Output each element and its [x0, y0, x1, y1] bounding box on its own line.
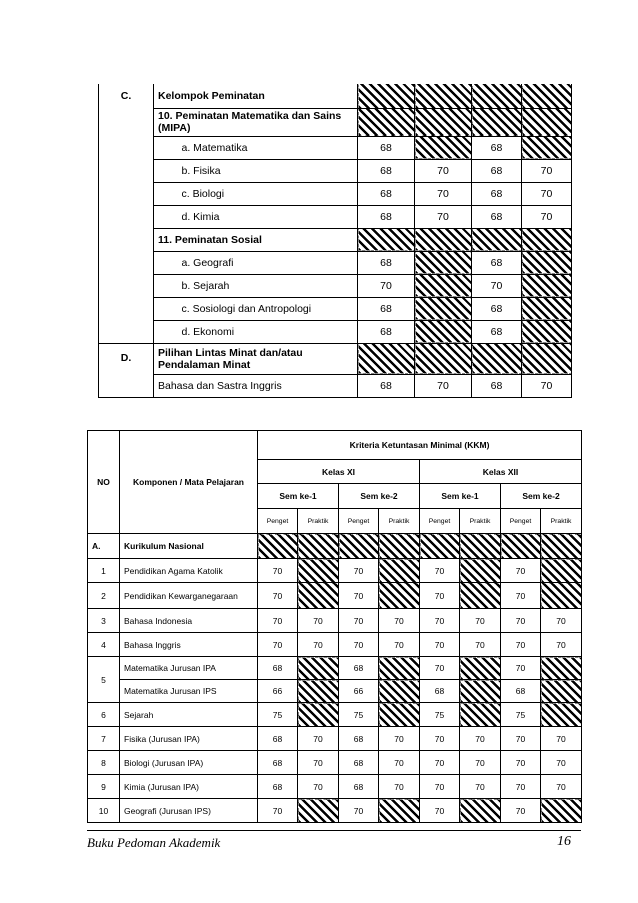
hatched-cell [379, 559, 420, 583]
sosial-row [99, 251, 572, 274]
value-cell: 70 [415, 374, 472, 397]
kkm-value: 70 [541, 751, 582, 775]
kkm-value: 70 [501, 799, 541, 823]
kkm-row [88, 775, 582, 799]
subject-name: Pendidikan Kewarganegaraan [120, 583, 258, 609]
hatched-cell [415, 274, 472, 297]
kkm-value: 70 [258, 799, 298, 823]
hatched-cell [522, 251, 572, 274]
subject-label: b. Sejarah [178, 274, 358, 297]
subject-label: d. Ekonomi [178, 320, 358, 343]
kkm-value: 68 [339, 751, 379, 775]
kkm-row [88, 583, 582, 609]
subject-name: Kimia (Jurusan IPA) [120, 775, 258, 799]
hatched-cell [358, 84, 415, 108]
hatched-cell [541, 680, 582, 703]
kkm-value: 70 [501, 775, 541, 799]
subject-name: Matematika Jurusan IPS [120, 680, 258, 703]
kkm-row [88, 680, 582, 703]
kkm-value: 70 [258, 633, 298, 657]
section-a-title: Kurikulum Nasional [120, 534, 258, 559]
kkm-value: 70 [501, 559, 541, 583]
kkm-row [88, 609, 582, 633]
kkm-value: 70 [420, 657, 460, 680]
kkm-value: 70 [298, 751, 339, 775]
hatched-cell [415, 251, 472, 274]
penget-header: Penget [339, 509, 379, 534]
hatched-cell [460, 703, 501, 727]
kkm-value: 70 [298, 727, 339, 751]
hatched-cell [522, 343, 572, 374]
row-number: 2 [88, 583, 120, 609]
value-cell: 68 [472, 205, 522, 228]
subject-name: Matematika Jurusan IPA [120, 657, 258, 680]
kkm-value: 70 [501, 751, 541, 775]
value-cell: 68 [472, 159, 522, 182]
kkm-value: 68 [258, 657, 298, 680]
subject-name: Fisika (Jurusan IPA) [120, 727, 258, 751]
hatched-cell [358, 108, 415, 136]
value-cell: 68 [472, 136, 522, 159]
hatched-cell [415, 108, 472, 136]
hatched-cell [379, 680, 420, 703]
kkm-value: 68 [258, 751, 298, 775]
kkm-value: 70 [339, 633, 379, 657]
sem1-header: Sem ke-1 [420, 484, 501, 509]
kkm-value: 70 [501, 633, 541, 657]
value-cell: 68 [358, 297, 415, 320]
penget-header: Penget [420, 509, 460, 534]
kkm-value: 70 [420, 751, 460, 775]
hatched-cell [460, 657, 501, 680]
kkm-value: 70 [420, 727, 460, 751]
hatched-cell [522, 136, 572, 159]
page-footer [87, 830, 581, 851]
kkm-value: 70 [501, 609, 541, 633]
kkm-value: 70 [541, 775, 582, 799]
row-number: 4 [88, 633, 120, 657]
hatched-cell [298, 583, 339, 609]
kkm-value: 68 [339, 775, 379, 799]
group-c-title: Kelompok Peminatan [154, 84, 358, 108]
kkm-value: 68 [258, 775, 298, 799]
kkm-value: 70 [541, 609, 582, 633]
row-number: 9 [88, 775, 120, 799]
value-cell: 68 [358, 320, 415, 343]
kkm-row [88, 633, 582, 657]
group-c-letter: C. [99, 84, 154, 343]
kkm-row [88, 703, 582, 727]
kkm-value: 68 [258, 727, 298, 751]
kkm-value: 70 [379, 727, 420, 751]
hatched-cell [472, 84, 522, 108]
value-cell: 68 [472, 251, 522, 274]
hatched-cell [298, 559, 339, 583]
kkm-value: 70 [379, 751, 420, 775]
mipa-title: 10. Peminatan Matematika dan Sains (MIPA) [154, 108, 358, 136]
hatched-cell [415, 297, 472, 320]
value-cell: 70 [522, 374, 572, 397]
penget-header: Penget [258, 509, 298, 534]
row-number: 1 [88, 559, 120, 583]
hatched-cell [379, 583, 420, 609]
hatched-cell [298, 680, 339, 703]
hatched-cell [379, 657, 420, 680]
value-cell: 68 [358, 136, 415, 159]
value-cell: 68 [358, 205, 415, 228]
hatched-cell [522, 320, 572, 343]
kkm-value: 70 [460, 633, 501, 657]
kkm-value: 70 [258, 583, 298, 609]
kkm-value: 70 [420, 583, 460, 609]
kkm-value: 75 [420, 703, 460, 727]
hatched-cell [472, 343, 522, 374]
value-cell: 70 [522, 159, 572, 182]
subject-name: Bahasa Inggris [120, 633, 258, 657]
kkm-value: 70 [339, 799, 379, 823]
kkm-value: 75 [339, 703, 379, 727]
row-number: 10 [88, 799, 120, 823]
hatched-cell [460, 583, 501, 609]
kkm-value: 70 [420, 609, 460, 633]
value-cell: 68 [358, 182, 415, 205]
group-d-letter: D. [99, 343, 154, 397]
hatched-cell [460, 559, 501, 583]
hatched-cell [298, 703, 339, 727]
praktik-header: Praktik [460, 509, 501, 534]
value-cell: 70 [522, 182, 572, 205]
kkm-value: 75 [501, 703, 541, 727]
hatched-cell [379, 799, 420, 823]
hatched-cell [415, 136, 472, 159]
footer-title: Buku Pedoman Akademik [87, 835, 221, 850]
kkm-value: 70 [460, 751, 501, 775]
kkm-value: 70 [298, 633, 339, 657]
lintas-minat-row [99, 374, 572, 397]
subject-label: a. Matematika [178, 136, 358, 159]
kkm-value: 66 [258, 680, 298, 703]
subject-label: c. Sosiologi dan Antropologi [178, 297, 358, 320]
value-cell: 68 [358, 251, 415, 274]
section-a-row [88, 534, 582, 559]
hatched-cell [415, 228, 472, 251]
value-cell: 70 [522, 205, 572, 228]
mipa-row [99, 182, 572, 205]
kkm-row [88, 559, 582, 583]
hatched-cell [472, 228, 522, 251]
kkm-value: 75 [258, 703, 298, 727]
kkm-value: 70 [379, 633, 420, 657]
peminatan-table [98, 84, 572, 398]
kkm-value: 70 [501, 727, 541, 751]
kkm-value: 70 [420, 775, 460, 799]
subject-label: c. Biologi [178, 182, 358, 205]
group-d-title: Pilihan Lintas Minat dan/atau Pendalaman Minat [154, 343, 358, 374]
value-cell: 70 [415, 205, 472, 228]
subject-name: Pendidikan Agama Katolik [120, 559, 258, 583]
hatched-cell [298, 799, 339, 823]
kkm-value: 68 [339, 657, 379, 680]
praktik-header: Praktik [379, 509, 420, 534]
sosial-title: 11. Peminatan Sosial [154, 228, 358, 251]
kkm-value: 70 [339, 583, 379, 609]
value-cell: 70 [415, 182, 472, 205]
row-number: 5 [88, 657, 120, 703]
value-cell: 68 [358, 374, 415, 397]
kkm-value: 70 [541, 727, 582, 751]
kkm-value: 70 [541, 633, 582, 657]
kkm-value: 70 [501, 657, 541, 680]
row-number: 7 [88, 727, 120, 751]
kkm-table [87, 430, 582, 823]
row-number: 8 [88, 751, 120, 775]
penget-header: Penget [501, 509, 541, 534]
kelas-xii-header: Kelas XII [420, 460, 582, 484]
kkm-value: 70 [420, 633, 460, 657]
kkm-value: 70 [379, 775, 420, 799]
kelas-xi-header: Kelas XI [258, 460, 420, 484]
kkm-value: 70 [339, 559, 379, 583]
value-cell: 68 [472, 374, 522, 397]
kkm-value: 70 [258, 609, 298, 633]
hatched-cell [358, 228, 415, 251]
hatched-cell [415, 84, 472, 108]
komponen-header: Komponen / Mata Pelajaran [120, 431, 258, 534]
sem2-header: Sem ke-2 [339, 484, 420, 509]
value-cell: 70 [358, 274, 415, 297]
value-cell: 68 [472, 297, 522, 320]
praktik-header: Praktik [298, 509, 339, 534]
subject-name: Sejarah [120, 703, 258, 727]
kkm-row [88, 727, 582, 751]
kkm-value: 70 [460, 609, 501, 633]
hatched-cell [522, 274, 572, 297]
sem1-header: Sem ke-1 [258, 484, 339, 509]
hatched-cell [358, 343, 415, 374]
kkm-value: 70 [460, 775, 501, 799]
hatched-cell [522, 297, 572, 320]
kkm-value: 66 [339, 680, 379, 703]
row-number: 6 [88, 703, 120, 727]
kkm-value: 68 [339, 727, 379, 751]
hatched-cell [472, 108, 522, 136]
kkm-row [88, 751, 582, 775]
sem2-header: Sem ke-2 [501, 484, 582, 509]
subject-name: Biologi (Jurusan IPA) [120, 751, 258, 775]
value-cell: 68 [358, 159, 415, 182]
subject-label: b. Fisika [178, 159, 358, 182]
mipa-row [99, 159, 572, 182]
hatched-cell [298, 657, 339, 680]
hatched-cell [541, 657, 582, 680]
kkm-value: 70 [460, 727, 501, 751]
hatched-cell [541, 703, 582, 727]
kkm-value: 70 [420, 559, 460, 583]
subject-label: d. Kimia [178, 205, 358, 228]
kkm-value: 70 [501, 583, 541, 609]
kkm-value: 70 [420, 799, 460, 823]
sosial-row [99, 297, 572, 320]
kkm-value: 68 [501, 680, 541, 703]
hatched-cell [522, 84, 572, 108]
row-number: 3 [88, 609, 120, 633]
subject-name: Geografi (Jurusan IPS) [120, 799, 258, 823]
value-cell: 68 [472, 182, 522, 205]
kkm-value: 70 [298, 609, 339, 633]
kkm-value: 68 [420, 680, 460, 703]
hatched-cell [541, 559, 582, 583]
kkm-value: 70 [339, 609, 379, 633]
mipa-row [99, 205, 572, 228]
sosial-row [99, 274, 572, 297]
mipa-row [99, 136, 572, 159]
hatched-cell [460, 799, 501, 823]
value-cell: 70 [472, 274, 522, 297]
subject-label: a. Geografi [178, 251, 358, 274]
hatched-cell [522, 108, 572, 136]
section-a-letter: A. [88, 534, 120, 559]
hatched-cell [541, 583, 582, 609]
hatched-cell [460, 680, 501, 703]
praktik-header: Praktik [541, 509, 582, 534]
subject-label: Bahasa dan Sastra Inggris [154, 374, 358, 397]
kkm-header: Kriteria Ketuntasan Minimal (KKM) [258, 431, 582, 460]
sosial-row [99, 320, 572, 343]
hatched-cell [541, 799, 582, 823]
hatched-cell [415, 320, 472, 343]
kkm-value: 70 [298, 775, 339, 799]
hatched-cell [522, 228, 572, 251]
hatched-cell [379, 703, 420, 727]
subject-name: Bahasa Indonesia [120, 609, 258, 633]
kkm-row [88, 799, 582, 823]
value-cell: 68 [472, 320, 522, 343]
kkm-value: 70 [258, 559, 298, 583]
page-number: 16 [557, 834, 571, 849]
value-cell: 70 [415, 159, 472, 182]
kkm-row [88, 657, 582, 680]
no-header: NO [88, 431, 120, 534]
hatched-cell [415, 343, 472, 374]
kkm-value: 70 [379, 609, 420, 633]
